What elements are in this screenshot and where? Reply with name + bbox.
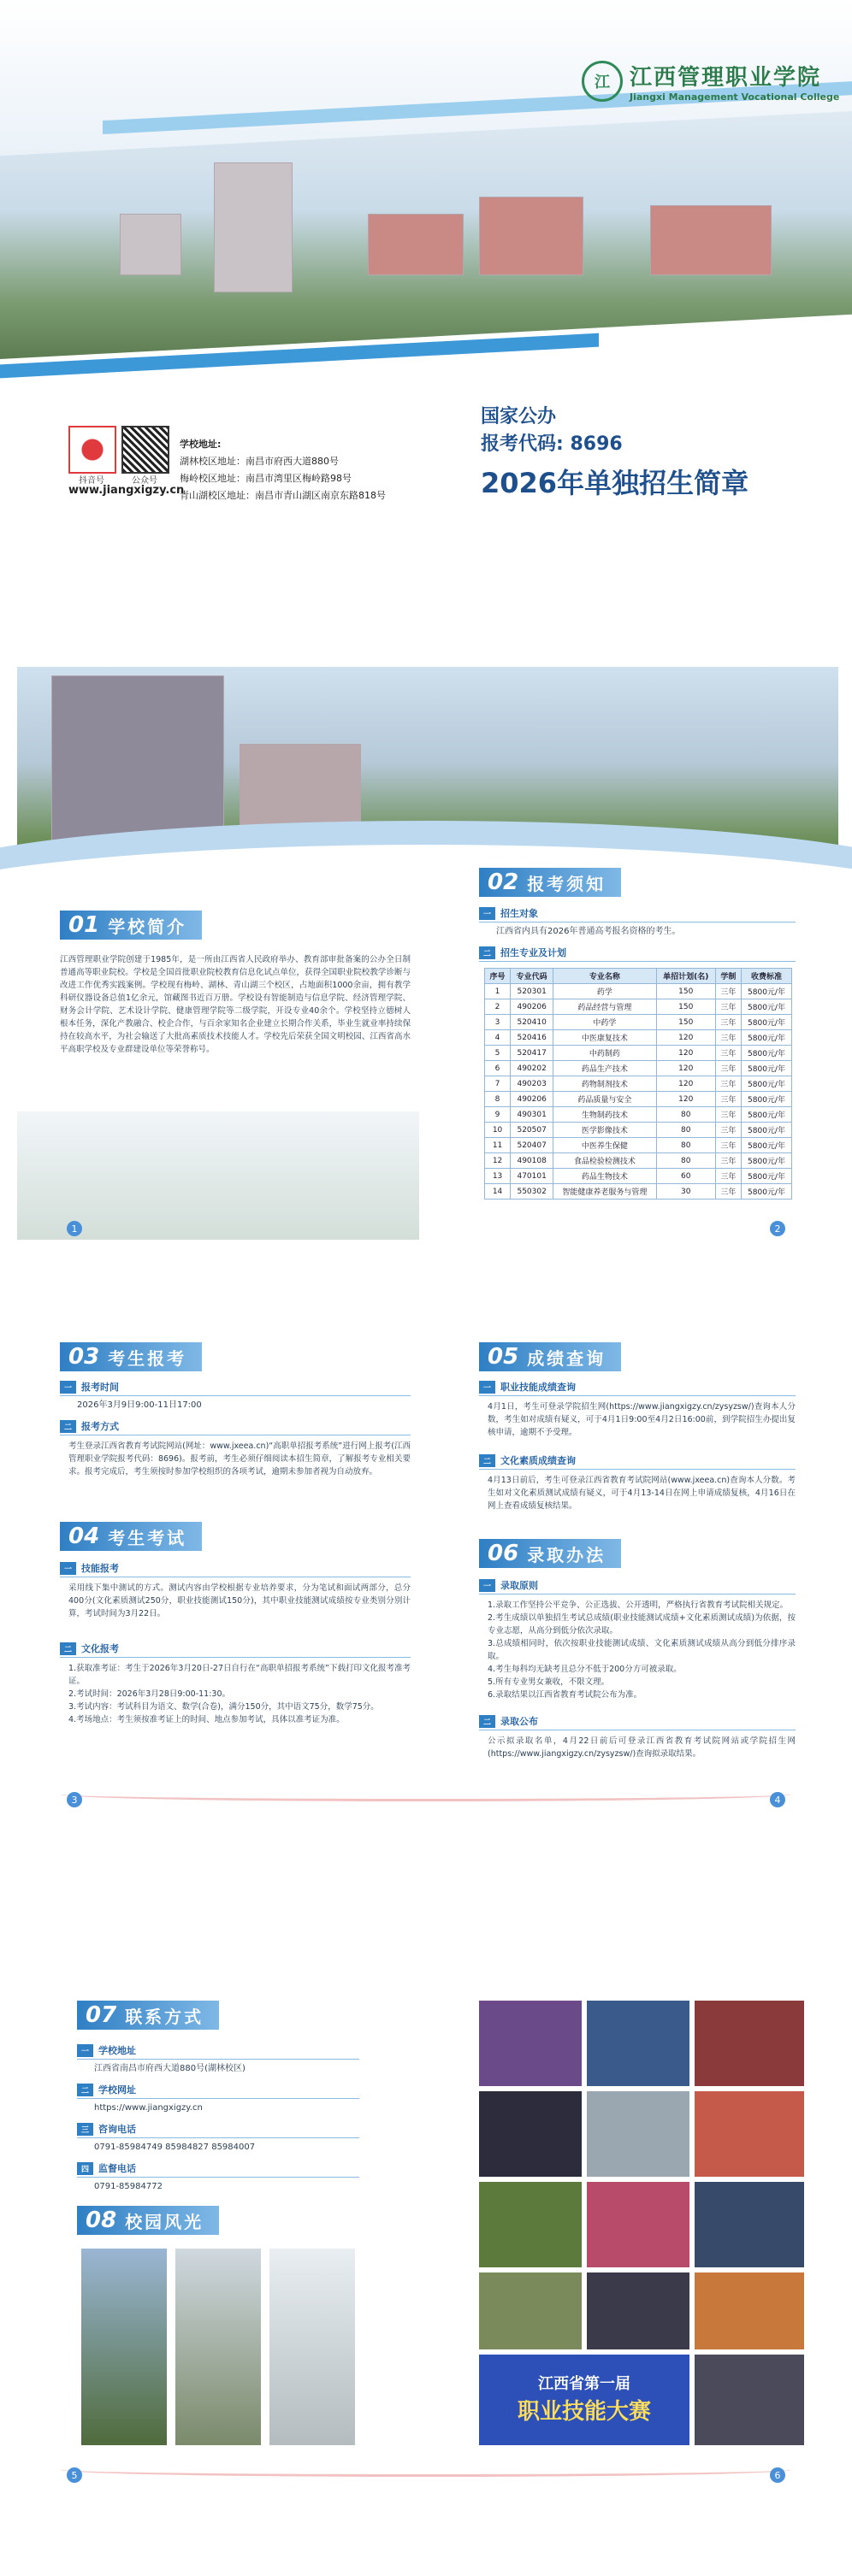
table-row — [485, 999, 792, 1015]
sub-tag: 二 — [60, 1642, 76, 1655]
table-cell: 520301 — [511, 984, 553, 999]
address-line: 梅岭校区地址：南昌市湾里区梅岭路98号 — [180, 473, 352, 484]
sub-heading — [479, 1380, 576, 1394]
sub-tag: 二 — [479, 1715, 495, 1728]
sub-heading — [60, 1642, 119, 1655]
section-08-header — [77, 2206, 219, 2235]
table-cell: 80 — [656, 1107, 715, 1123]
table-cell: 470101 — [511, 1169, 553, 1184]
table-cell: 三年 — [715, 1153, 741, 1169]
sub-heading — [60, 1419, 119, 1433]
table-cell: 三年 — [715, 1030, 741, 1046]
sub-tag: 一 — [479, 1579, 495, 1592]
section-number: 03 — [68, 1344, 100, 1370]
table-row — [485, 1030, 792, 1046]
sub-title: 报考时间 — [81, 1382, 120, 1393]
section-03-header — [60, 1342, 202, 1371]
sub-title: 录取原则 — [500, 1580, 539, 1591]
divider — [77, 2059, 359, 2060]
divider — [77, 2177, 359, 2178]
collage-photo — [587, 2272, 689, 2349]
culture-score-text: 4月13日前后，考生可登录江西省教育考试院网站(www.jxeea.cn)查询本人分数。考生如对文化素质测试成绩有疑义，可于4月13-14日在网上申请成绩复核，4月16日在网上查看成绩复核结果。 — [488, 1476, 796, 1511]
book-fold — [60, 2462, 792, 2477]
table-cell: 490206 — [511, 1092, 553, 1107]
table-row — [485, 1076, 792, 1092]
contact-value: 0791-85984749 85984827 85984007 — [94, 2143, 256, 2152]
table-cell: 三年 — [715, 1046, 741, 1061]
table-cell: 9 — [485, 1107, 511, 1123]
page-number: 2 — [770, 1221, 785, 1236]
table-cell: 医学影像技术 — [553, 1123, 656, 1138]
admission-publish-text: 公示拟录取名单，4月22日前后可登录江西省教育考试院网站或学院招生网(https://www.jiangxigzy.cn/zysyzsw/)查询拟录取结果。 — [488, 1736, 796, 1759]
table-cell: 550302 — [511, 1184, 553, 1200]
table-cell: 三年 — [715, 1123, 741, 1138]
cover-page — [0, 0, 852, 598]
table-cell: 5800元/年 — [741, 1015, 791, 1030]
building — [214, 162, 293, 292]
campus-bg-photo — [17, 1111, 419, 1240]
table-cell: 120 — [656, 1076, 715, 1092]
section-number: 04 — [68, 1524, 100, 1549]
enrollment-plan-table — [484, 968, 792, 1200]
section-title: 报考须知 — [527, 873, 606, 894]
campus-photo — [269, 2249, 355, 2445]
column-header: 专业名称 — [553, 969, 656, 984]
target-text: 江西省内具有2026年普通高考报名资格的考生。 — [496, 927, 681, 936]
table-cell: 药品质量与安全 — [553, 1092, 656, 1107]
divider — [77, 2137, 359, 2138]
sub-tag: 三 — [77, 2123, 93, 2136]
spread-intro — [0, 650, 852, 1248]
divider — [60, 1395, 411, 1396]
divider — [479, 922, 796, 923]
sub-title: 职业技能成绩查询 — [500, 1382, 577, 1393]
list-item: 2.考生成绩以单独招生考试总成绩(职业技能测试成绩+文化素质测试成绩)为依据，按专业志愿，从高分到低分依次录取。 — [488, 1613, 796, 1636]
table-cell: 80 — [656, 1123, 715, 1138]
sub-title: 文化报考 — [81, 1643, 120, 1654]
section-number: 05 — [488, 1344, 519, 1370]
sub-tag: 二 — [479, 1454, 495, 1467]
divider — [479, 1395, 796, 1396]
divider — [60, 1657, 411, 1658]
apply-method-text: 考生登录江西省教育考试院网站(网址：www.jxeea.cn)“高职单招报考系统”进行网上报考(江西管理职业学院报考代码：8696)。报考前，考生必须仔细阅读本招生简章，了解报考专业相关要求。报考完成后，考生须按时参加学校组织的各项考试，逾期未参加者视为自动放弃。 — [68, 1441, 411, 1477]
sub-title: 技能报考 — [81, 1563, 120, 1574]
table-cell: 1 — [485, 984, 511, 999]
section-title: 校园风光 — [125, 2211, 204, 2232]
section-number: 02 — [488, 869, 519, 895]
page-number: 6 — [770, 2467, 785, 2483]
contact-heading — [77, 2122, 136, 2136]
sub-heading — [60, 1380, 119, 1394]
table-row — [485, 1092, 792, 1107]
section-title: 录取办法 — [527, 1544, 606, 1565]
collage-photo — [479, 2091, 582, 2177]
sub-title: 文化素质成绩查询 — [500, 1455, 577, 1466]
page-number: 4 — [770, 1792, 785, 1807]
section-number: 08 — [86, 2208, 117, 2233]
spread-contact — [0, 1958, 852, 2573]
section-06-header — [479, 1539, 621, 1568]
table-cell: 三年 — [715, 1015, 741, 1030]
admission-rules-list — [488, 1599, 796, 1701]
spread-process — [0, 1308, 852, 1941]
book-fold — [60, 1787, 792, 1801]
logo-cn: 江西管理职业学院 — [630, 65, 822, 91]
sub-tag: 二 — [60, 1420, 76, 1433]
wechat-qr-code — [121, 426, 169, 474]
collage-photo — [695, 2001, 804, 2086]
table-cell: 13 — [485, 1169, 511, 1184]
table-row — [485, 1061, 792, 1076]
table-cell: 120 — [656, 1046, 715, 1061]
table-cell: 150 — [656, 984, 715, 999]
section-04-header — [60, 1522, 202, 1551]
table-cell: 490202 — [511, 1061, 553, 1076]
sub-title: 招生专业及计划 — [500, 947, 567, 958]
sub-tag: 四 — [77, 2162, 93, 2175]
divider — [479, 1594, 796, 1595]
table-cell: 5800元/年 — [741, 1061, 791, 1076]
table-cell: 三年 — [715, 1076, 741, 1092]
column-header: 收费标准 — [741, 969, 791, 984]
section-07-header — [77, 2001, 219, 2030]
table-cell: 150 — [656, 1015, 715, 1030]
skills-contest-banner — [479, 2355, 689, 2445]
table-cell: 智能健康养老服务与管理 — [553, 1184, 656, 1200]
table-cell: 中医养生保健 — [553, 1138, 656, 1153]
table-cell: 60 — [656, 1169, 715, 1184]
sub-title: 录取公布 — [500, 1716, 539, 1727]
banner-line: 职业技能大赛 — [517, 2399, 651, 2425]
contact-label: 学校地址 — [98, 2045, 137, 2056]
collage-photo — [587, 2182, 689, 2267]
table-row — [485, 984, 792, 999]
contact-value[interactable]: https://www.jiangxigzy.cn — [94, 2103, 203, 2113]
table-cell: 三年 — [715, 1169, 741, 1184]
table-cell: 5800元/年 — [741, 1153, 791, 1169]
college-logo — [582, 60, 839, 103]
collage-photo — [587, 2091, 689, 2177]
section-title: 学校简介 — [108, 916, 187, 937]
table-cell: 中药制药 — [553, 1046, 656, 1061]
table-cell: 5800元/年 — [741, 1030, 791, 1046]
qr1-label: 抖音号 — [79, 476, 104, 486]
table-cell: 490108 — [511, 1153, 553, 1169]
application-code: 报考代码: 8696 — [481, 433, 623, 455]
table-cell: 5800元/年 — [741, 999, 791, 1015]
table-cell: 6 — [485, 1061, 511, 1076]
sub-tag: 一 — [77, 2044, 93, 2057]
collage-photo — [479, 2272, 582, 2349]
table-cell: 4 — [485, 1030, 511, 1046]
culture-exam-list — [68, 1662, 411, 1726]
table-row — [485, 1123, 792, 1138]
building — [650, 205, 772, 275]
table-cell: 80 — [656, 1138, 715, 1153]
column-header: 专业代码 — [511, 969, 553, 984]
divider — [479, 1469, 796, 1470]
table-cell: 520416 — [511, 1030, 553, 1046]
table-cell: 7 — [485, 1076, 511, 1092]
sub-heading — [479, 1714, 538, 1728]
list-item: 3.考试内容：考试科目为语文、数学(合卷)，满分150分，其中语文75分，数学75分。 — [68, 1702, 379, 1712]
list-item: 2.考试时间：2026年3月28日9:00-11:30。 — [68, 1689, 231, 1699]
sub-heading — [479, 946, 566, 959]
sub-tag: 一 — [479, 1381, 495, 1394]
table-cell: 三年 — [715, 984, 741, 999]
sub-tag: 二 — [479, 946, 495, 959]
table-cell: 120 — [656, 1061, 715, 1076]
brochure-title: 2026年单独招生简章 — [481, 467, 749, 499]
list-item: 1.获取准考证：考生于2026年3月20日-27日自行在“高职单招报考系统”下载打印文化报考准考证。 — [68, 1664, 411, 1686]
table-cell: 生物制药技术 — [553, 1107, 656, 1123]
table-cell: 中医康复技术 — [553, 1030, 656, 1046]
building — [479, 197, 583, 275]
section-02-header — [479, 868, 621, 897]
table-row — [485, 1169, 792, 1184]
table-cell: 520417 — [511, 1046, 553, 1061]
page-number: 5 — [67, 2467, 82, 2483]
section-title: 成绩查询 — [527, 1347, 606, 1369]
campus-photo — [175, 2249, 261, 2445]
table-cell: 5800元/年 — [741, 984, 791, 999]
skill-exam-text: 采用线下集中测试的方式。测试内容由学校根据专业培养要求，分为笔试和面试两部分，总分400分(文化素质测试250分，职业技能测试150分)，其中职业技能测试成绩按专业类别分别计算，考试时间为3月22日。 — [68, 1583, 411, 1618]
collage-photo — [695, 2182, 804, 2267]
page-number: 3 — [67, 1792, 82, 1807]
table-cell: 490206 — [511, 999, 553, 1015]
table-cell: 120 — [656, 1092, 715, 1107]
table-cell: 三年 — [715, 1138, 741, 1153]
sub-heading — [60, 1561, 119, 1575]
contact-heading — [77, 2161, 136, 2175]
table-cell: 5800元/年 — [741, 1123, 791, 1138]
table-cell: 8 — [485, 1092, 511, 1107]
table-cell: 490301 — [511, 1107, 553, 1123]
table-row — [485, 1046, 792, 1061]
table-cell: 10 — [485, 1123, 511, 1138]
collage-photo — [695, 2355, 804, 2445]
table-cell: 150 — [656, 999, 715, 1015]
contact-label: 咨询电话 — [98, 2124, 137, 2135]
table-cell: 520410 — [511, 1015, 553, 1030]
list-item: 4.考生每科均无缺考且总分不低于200分方可被录取。 — [488, 1665, 682, 1674]
table-cell: 30 — [656, 1184, 715, 1200]
table-cell: 药物制剂技术 — [553, 1076, 656, 1092]
section-title: 考生考试 — [108, 1527, 187, 1548]
contact-value: 0791-85984772 — [94, 2182, 163, 2191]
table-cell: 食品检验检测技术 — [553, 1153, 656, 1169]
table-cell: 药品生产技术 — [553, 1061, 656, 1076]
sub-title: 招生对象 — [500, 908, 539, 919]
campus-photo — [81, 2249, 167, 2445]
table-cell: 520507 — [511, 1123, 553, 1138]
address-line: 湖林校区地址：南昌市府西大道880号 — [180, 456, 339, 467]
national-public: 国家公办 — [481, 406, 557, 427]
building — [368, 214, 464, 275]
table-cell: 12 — [485, 1153, 511, 1169]
apply-time: 2026年3月9日9:00-11日17:00 — [77, 1400, 202, 1410]
column-header: 序号 — [485, 969, 511, 984]
sub-heading — [479, 1453, 576, 1467]
address-line: 青山湖校区地址：南昌市青山湖区南京东路818号 — [180, 490, 386, 501]
qr2-label: 公众号 — [132, 476, 157, 486]
list-item: 6.录取结果以江西省教育考试院公布为准。 — [488, 1690, 642, 1700]
table-cell: 80 — [656, 1153, 715, 1169]
collage-photo — [479, 2001, 582, 2086]
page-number: 1 — [67, 1221, 82, 1236]
school-intro-text: 江西管理职业学院创建于1985年，是一所由江西省人民政府举办、教育部审批备案的公办全日制普通高等职业院校。学校是全国首批职业院校教育信息化试点单位，获得全国职业院校教学诊断与改进工作优秀实践案例。学校现有梅岭、湖林、青山湖三个校区，占地面积1000余亩，拥有教学科研仪器设备总值1亿余元，馆藏图书近百万册。学校设有智能制造与信息学院、经济管理学院、财务会计学院、艺术设计学院、健康管理学院等二级学院，开设专业40余个。学校坚持立德树人根本任务，深化产教融合、校企合作，与百余家知名企业建立长期合作关系，毕业生就业率持续保持在较高水平，为社会输送了大批高素质技术技能人才。学校先后荣获全国文明校园、江西省高水平高职学校及专业群建设单位等荣誉称号。 — [60, 955, 411, 1054]
section-number: 07 — [86, 2002, 117, 2028]
table-row — [485, 1107, 792, 1123]
contact-heading — [77, 2083, 136, 2096]
table-row — [485, 1015, 792, 1030]
table-cell: 三年 — [715, 1184, 741, 1200]
section-number: 06 — [488, 1541, 519, 1566]
college-emblem-icon: 江 — [582, 61, 623, 102]
table-cell: 三年 — [715, 1107, 741, 1123]
column-header: 单招计划(名) — [656, 969, 715, 984]
list-item: 3.总成绩相同时，依次按职业技能测试成绩、文化素质测试成绩从高分到低分排序录取。 — [488, 1639, 796, 1661]
contact-value: 江西省南昌市府西大道880号(湖林校区) — [94, 2064, 246, 2073]
address-block — [180, 436, 386, 504]
table-row — [485, 1184, 792, 1200]
table-cell: 5800元/年 — [741, 1138, 791, 1153]
website[interactable]: www.jiangxigzy.cn — [68, 484, 185, 497]
table-cell: 5800元/年 — [741, 1169, 791, 1184]
section-01-header — [60, 911, 202, 940]
sub-tag: 一 — [60, 1381, 76, 1394]
contact-heading — [77, 2043, 136, 2057]
table-cell: 14 — [485, 1184, 511, 1200]
table-cell: 药学 — [553, 984, 656, 999]
sub-tag: 一 — [479, 907, 495, 920]
contact-label: 学校网址 — [98, 2084, 137, 2096]
table-cell: 5 — [485, 1046, 511, 1061]
photo-collage — [479, 2001, 804, 2445]
section-title: 考生报考 — [108, 1347, 187, 1369]
collage-photo — [695, 2272, 804, 2349]
table-cell: 药品经营与管理 — [553, 999, 656, 1015]
logo-en: Jiangxi Management Vocational College — [630, 91, 840, 103]
table-cell: 11 — [485, 1138, 511, 1153]
table-cell: 490203 — [511, 1076, 553, 1092]
table-cell: 三年 — [715, 999, 741, 1015]
table-cell: 3 — [485, 1015, 511, 1030]
collage-photo — [587, 2001, 689, 2086]
divider — [77, 2098, 359, 2099]
table-cell: 5800元/年 — [741, 1046, 791, 1061]
sub-tag: 一 — [60, 1562, 76, 1575]
list-item: 1.录取工作坚持公平竞争、公正选拔、公开透明，严格执行省教育考试院相关规定。 — [488, 1600, 789, 1610]
sub-title: 报考方式 — [81, 1421, 120, 1432]
collage-photo — [479, 2182, 582, 2267]
table-cell: 5800元/年 — [741, 1107, 791, 1123]
banner-line: 江西省第一届 — [538, 2375, 630, 2393]
list-item: 4.考场地点：考生须按准考证上的时间、地点参加考试，具体以准考证为准。 — [68, 1715, 345, 1724]
table-body — [485, 984, 792, 1200]
section-title: 联系方式 — [125, 2006, 204, 2027]
table-header-row — [485, 969, 792, 984]
table-cell: 5800元/年 — [741, 1184, 791, 1200]
building — [120, 214, 181, 275]
sub-tag: 二 — [77, 2084, 93, 2096]
skill-score-text: 4月1日，考生可登录学院招生网(https://www.jiangxigzy.cn/zysyzsw/)查询本人分数，考生如对成绩有疑义，可于4月1日9:00至4月2日16:00前，到学院招生办提出复核申请，逾期不予受理。 — [488, 1402, 796, 1437]
table-row — [485, 1153, 792, 1169]
table-cell: 520407 — [511, 1138, 553, 1153]
table-cell: 120 — [656, 1030, 715, 1046]
table-cell: 5800元/年 — [741, 1076, 791, 1092]
sub-heading — [479, 1578, 538, 1592]
table-cell: 三年 — [715, 1061, 741, 1076]
sub-heading — [479, 906, 538, 920]
column-header: 学制 — [715, 969, 741, 984]
address-title: 学校地址: — [180, 439, 222, 450]
list-item: 5.所有专业男女兼收，不限文理。 — [488, 1677, 610, 1687]
table-cell: 5800元/年 — [741, 1092, 791, 1107]
collage-photo — [695, 2091, 804, 2177]
section-number: 01 — [68, 912, 100, 938]
table-cell: 中药学 — [553, 1015, 656, 1030]
table-cell: 药品生物技术 — [553, 1169, 656, 1184]
table-cell: 三年 — [715, 1092, 741, 1107]
divider — [479, 961, 796, 962]
contact-label: 监督电话 — [98, 2163, 137, 2174]
section-05-header — [479, 1342, 621, 1371]
table-cell: 2 — [485, 999, 511, 1015]
table-row — [485, 1138, 792, 1153]
douyin-qr-code — [68, 426, 116, 474]
